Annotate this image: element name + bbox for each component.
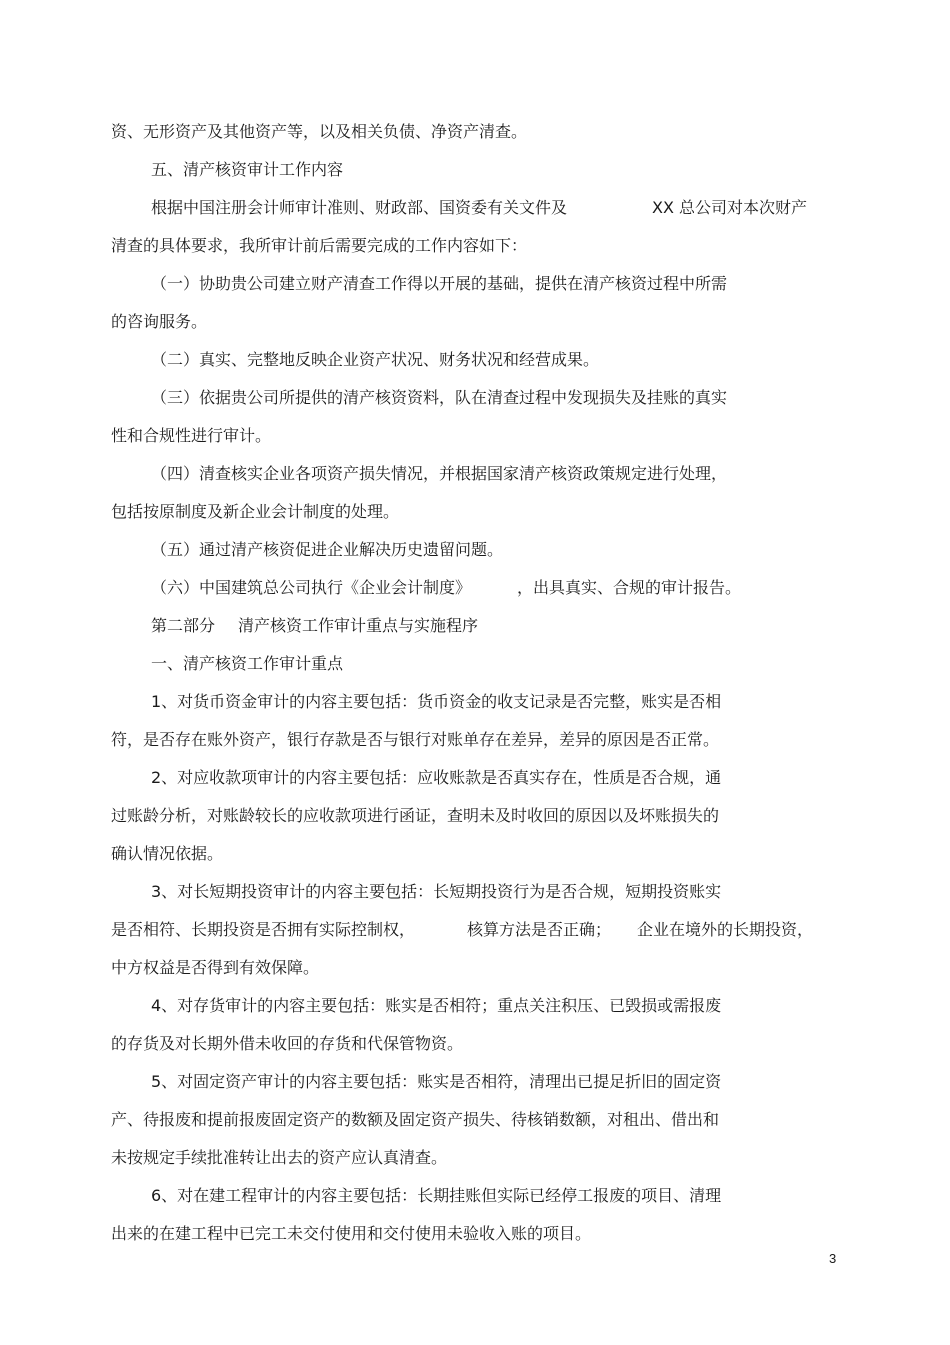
page-number: 3 bbox=[829, 1251, 837, 1266]
body-line: 6、对在建工程审计的内容主要包括：长期挂账但实际已经停工报废的项目、清理 bbox=[151, 1186, 722, 1205]
body-line: 的存货及对长期外借未收回的存货和代保管物资。 bbox=[111, 1034, 464, 1053]
body-line: 2、对应收款项审计的内容主要包括：应收账款是否真实存在，性质是否合规，通 bbox=[151, 768, 722, 787]
body-line: 是否相符、长期投资是否拥有实际控制权， bbox=[111, 920, 416, 939]
body-line: 过账龄分析，对账龄较长的应收款项进行函证，查明未及时收回的原因以及坏账损失的 bbox=[111, 806, 720, 825]
list-item-line: ，出具真实、合规的审计报告。 bbox=[517, 578, 742, 597]
body-line: 根据中国注册会计师审计准则、财政部、国资委有关文件及 bbox=[151, 198, 568, 217]
list-item-line: （五）通过清产核资促进企业解决历史遗留问题。 bbox=[151, 540, 504, 559]
section-heading: 五、清产核资审计工作内容 bbox=[151, 160, 344, 179]
list-item-line: 包括按原制度及新企业会计制度的处理。 bbox=[111, 502, 400, 521]
body-line: 4、对存货审计的内容主要包括：账实是否相符；重点关注积压、已毁损或需报废 bbox=[151, 996, 722, 1015]
body-line: 资、无形资产及其他资产等，以及相关负债、净资产清查。 bbox=[111, 122, 528, 141]
list-item-line: （三）依据贵公司所提供的清产核资资料，队在清查过程中发现损失及挂账的真实 bbox=[151, 388, 728, 407]
body-line: 核算方法是否正确； bbox=[467, 920, 612, 939]
body-line: 中方权益是否得到有效保障。 bbox=[111, 958, 320, 977]
body-line: 企业在境外的长期投资， bbox=[637, 920, 814, 939]
body-line: XX 总公司对本次财产 bbox=[652, 198, 808, 217]
list-item-line: （六）中国建筑总公司执行《企业会计制度》 bbox=[151, 578, 472, 597]
body-line: 1、对货币资金审计的内容主要包括：货币资金的收支记录是否完整，账实是否相 bbox=[151, 692, 722, 711]
body-line: 5、对固定资产审计的内容主要包括：账实是否相符，清理出已提足折旧的固定资 bbox=[151, 1072, 722, 1091]
section-heading: 一、清产核资工作审计重点 bbox=[151, 654, 344, 673]
list-item-line: 的咨询服务。 bbox=[111, 312, 208, 331]
body-line: 出来的在建工程中已完工未交付使用和交付使用未验收入账的项目。 bbox=[111, 1224, 592, 1243]
body-line: 确认情况依据。 bbox=[111, 844, 224, 863]
list-item-line: （一）协助贵公司建立财产清查工作得以开展的基础，提供在清产核资过程中所需 bbox=[151, 274, 728, 293]
body-line: 清查的具体要求，我所审计前后需要完成的工作内容如下： bbox=[111, 236, 528, 255]
body-line: 符，是否存在账外资产，银行存款是否与银行对账单存在差异，差异的原因是否正常。 bbox=[111, 730, 720, 749]
list-item-line: （二）真实、完整地反映企业资产状况、财务状况和经营成果。 bbox=[151, 350, 600, 369]
list-item-line: 性和合规性进行审计。 bbox=[111, 426, 272, 445]
body-line: 产、待报废和提前报废固定资产的数额及固定资产损失、待核销数额，对租出、借出和 bbox=[111, 1110, 720, 1129]
body-line: 未按规定手续批准转让出去的资产应认真清查。 bbox=[111, 1148, 448, 1167]
part-heading: 清产核资工作审计重点与实施程序 bbox=[238, 616, 479, 635]
body-line: 3、对长短期投资审计的内容主要包括：长短期投资行为是否合规，短期投资账实 bbox=[151, 882, 722, 901]
part-heading: 第二部分 bbox=[151, 616, 216, 635]
list-item-line: （四）清查核实企业各项资产损失情况，并根据国家清产核资政策规定进行处理， bbox=[151, 464, 728, 483]
